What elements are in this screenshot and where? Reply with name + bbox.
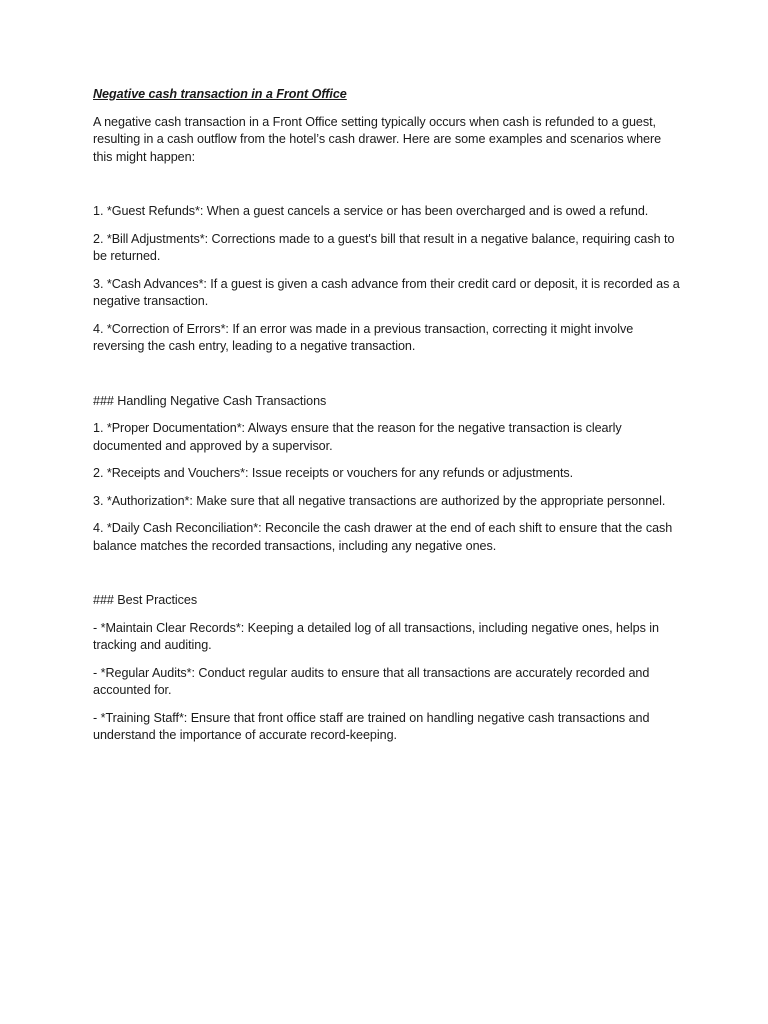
best-practice-item: - *Regular Audits*: Conduct regular audits to ensure that all transactions are accurately recorded and accounted for. <box>93 665 650 697</box>
best-practice-item: - *Training Staff*: Ensure that front office staff are trained on handling negative cash transactions and understand the importance of accurate record-keeping. <box>93 710 650 742</box>
example-item: 3. *Cash Advances*: If a guest is given a cash advance from their credit card or deposit, it is recorded as a negative transaction. <box>93 276 680 308</box>
section-spacer <box>93 176 683 203</box>
handling-heading: ### Handling Negative Cash Transactions <box>93 393 327 408</box>
handling-item: 1. *Proper Documentation*: Always ensure that the reason for the negative transaction is clearly documented and approved by a supervisor. <box>93 421 622 453</box>
handling-item: 4. *Daily Cash Reconciliation*: Reconcile the cash drawer at the end of each shift to ensure that the cash balance matches the recorded transactions, including any negative ones. <box>93 521 673 553</box>
intro-paragraph: A negative cash transaction in a Front Office setting typically occurs when cash is refunded to a guest, resulting in a cash outflow from the hotel’s cash drawer. Here are some examples and scenarios where this might happen: <box>93 114 662 164</box>
document-title: Negative cash transaction in a Front Office <box>93 87 347 101</box>
document-body <box>93 86 683 755</box>
best-practice-item: - *Maintain Clear Records*: Keeping a detailed log of all transactions, including negative ones, helps in tracking and auditing. <box>93 620 660 652</box>
example-item: 1. *Guest Refunds*: When a guest cancels a service or has been overcharged and is owed a refund. <box>93 204 649 218</box>
section-spacer <box>93 565 683 592</box>
example-item: 4. *Correction of Errors*: If an error was made in a previous transaction, correcting it might involve reversing the cash entry, leading to a negative transaction. <box>93 321 634 353</box>
best-practices-heading: ### Best Practices <box>93 593 198 607</box>
section-spacer <box>93 366 683 393</box>
handling-item: 3. *Authorization*: Make sure that all negative transactions are authorized by the appropriate personnel. <box>93 493 666 508</box>
handling-item: 2. *Receipts and Vouchers*: Issue receipts or vouchers for any refunds or adjustments. <box>93 466 574 480</box>
example-item: 2. *Bill Adjustments*: Corrections made to a guest's bill that result in a negative balance, requiring cash to be returned. <box>93 231 675 263</box>
